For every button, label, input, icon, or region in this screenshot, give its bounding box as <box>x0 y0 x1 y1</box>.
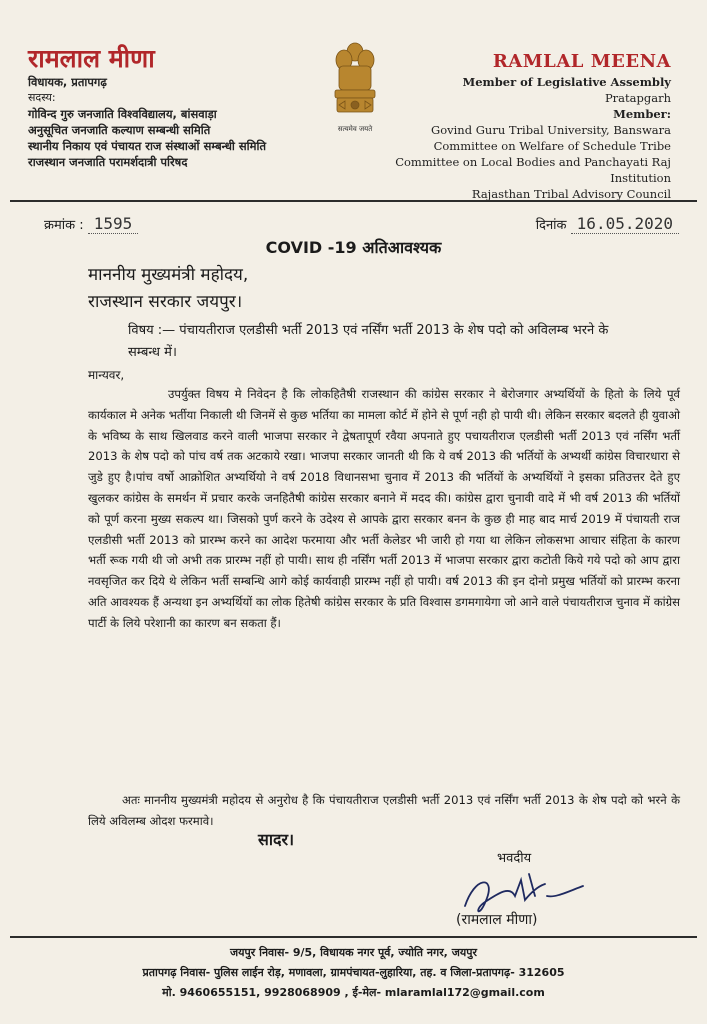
body-paragraph: उपर्युक्त विषय मे निवेदन है कि लोकहितैषी राजस्थान की कांग्रेस सरकार ने बेरोजगार अभ्यर्थियों के हितो के लिये पूर्व कार्यकाल मे अनेक भर्तीया निकाली थी जिनमें से कुछ भर्तिया का मामला कोर्ट में होने से पूर्ण नही हो पायी थी। लेकिन सरकार बदलते ही युवाओ के भविष्य के साथ खिलवाड करने वाली भाजपा सरकार ने द्वेषतापूर्ण रवैया अपनाते हुए पचायतीराज एलडीसी भर्ती 2013 एवं नर्सिंग भर्ती 2013 के शेष पदो को पांच वर्ष तक अटकाये रखा। भाजपा सरकार जानती थी कि ये वर्ष 2013 की भर्तियों के अभ्यर्थी कांग्रेस विचारधारा से जुडे हुए है।पांच वर्षो आक्रोशित अभ्यर्थियो ने वर्ष 2018 विधानसभा चुनाव में 2013 की भर्तियों के अभ्यर्थियों ने इसका प्रतिउत्तर देते हुए खुलकर कांग्रेस के समर्थन में प्रचार करके जनहितैषी कांग्रेस सरकार बनाने में मदद की। कांग्रेस द्वारा चुनावी वादे में भी वर्ष 2013 की भर्तियों को पूर्ण करना मुख्य सकल्प था। जिसको पुर्ण करने के उदेश्य से आपके द्वारा सरकार बनन के कुछ ही माह बाद मार्च 2019 में पंचायती राज एलडीसी भर्ती 2013 को प्रारम्भ करने का आदेश फरमाया और भर्ती केलेडर भी जारी हो गया था लेकिन लोकसभा आचार संहिता के कारण भर्ती रूक गयी थी जो अभी तक प्रारम्भ नहीं हो पायी। साथ ही नर्सिंग भर्ती 2013 में भाजपा सरकार द्वारा कटोती किये गये पदो को आप द्वारा नवसृजित कर दिये थे लेकिन भर्ती सम्बन्धि आगे कोई कार्यवाही प्रारम्भ नहीं हो पायी। वर्ष 2013 की इन दोनो प्रमुख भर्तियों को प्रारम्भ करना अति आवश्यक हैं अन्यथा इन अभ्यर्थियों का लोक हितेषी कांग्रेस सरकार के प्रति विश्वास डगमगायेगा जो आने वाले पंचायतीराज चुनाव में कांग्रेस पार्टी के लिये परेशानी का कारण बन सकता हैं। <box>88 387 680 630</box>
subject-line: विषय :— पंचायतीराज एलडीसी भर्ती 2013 एवं नर्सिंग भर्ती 2013 के शेष पदो को अविलम्ब भरने के सम्बन्ध में। <box>128 323 609 360</box>
footer-address <box>0 943 707 1003</box>
addressee <box>88 262 248 316</box>
membership-english: Committee on Local Bodies and Panchayati Raj Institution <box>395 155 671 185</box>
membership-hindi: राजस्थान जनजाति परामर्शदात्री परिषद <box>28 155 188 169</box>
membership-hindi: अनुसूचित जनजाति कल्याण सम्बन्धी समिति <box>28 123 211 137</box>
urgent-heading: COVID -19 अतिआवश्यक <box>265 238 442 257</box>
addressee-line: माननीय मुख्यमंत्री महोदय, <box>88 265 249 285</box>
membership-english: Rajasthan Tribal Advisory Council <box>471 187 671 201</box>
closing: सादर। <box>258 830 295 849</box>
reference-label: क्रमांक : <box>44 218 84 233</box>
mla-name-english: RAMLAL MEENA <box>492 51 671 72</box>
member-label-english: Member: <box>613 107 671 121</box>
date-label: दिनांक <box>535 218 567 233</box>
member-label-hindi: सदस्य: <box>28 91 56 104</box>
salutation: मान्यवर, <box>88 368 125 382</box>
emblem-caption: सत्यमेव जयते <box>337 125 373 133</box>
footer-line: प्रतापगढ़ निवास- पुलिस लाईन रोड़, मणावला, ग्रामपंचायत-लुहारिया, तह. व जिला-प्रतापगढ़- 312605 <box>142 966 565 979</box>
request-paragraph: अतः माननीय मुख्यमंत्री महोदय से अनुरोध है कि पंचायतीराज एलडीसी भर्ती 2013 एवं नर्सिंग भर्ती 2013 के शेष पदो को भरने के लिये अविलम्ब ओदश फरमावे। <box>88 793 680 828</box>
mla-title-english: Member of Legislative Assembly <box>462 75 671 89</box>
membership-hindi: गोविन्द गुरु जनजाति विश्वविद्यालय, बांसवाड़ा <box>28 107 217 121</box>
membership-hindi: स्थानीय निकाय एवं पंचायत राज संस्थाओं सम्बन्धी समिति <box>28 139 267 153</box>
membership-english: Govind Guru Tribal University, Banswara <box>431 123 671 137</box>
footer-divider <box>10 936 697 938</box>
signatory-name: (रामलाल मीणा) <box>456 912 538 928</box>
letterhead-hindi <box>28 44 358 170</box>
footer-line: जयपुर निवास- 9/5, विधायक नगर पूर्व, ज्योति नगर, जयपुर <box>229 946 477 959</box>
footer-contact: मो. 9460655151, 9928068909 , ई-मेल- mlaramlal172@gmail.com <box>162 986 545 999</box>
letter-date <box>536 214 679 233</box>
addressee-line: राजस्थान सरकार जयपुर। <box>88 292 243 312</box>
reference-number <box>44 214 138 233</box>
membership-english: Committee on Welfare of Schedule Tribe <box>433 139 671 153</box>
mla-name-hindi: रामलाल मीणा <box>28 44 155 73</box>
reference-value: 1595 <box>88 214 139 234</box>
letterhead-divider <box>10 200 697 202</box>
mla-place-english: Pratapgarh <box>604 91 671 105</box>
date-value: 16.05.2020 <box>571 214 679 234</box>
yours-faithfully: भवदीय <box>497 851 532 866</box>
letterhead-english <box>341 50 671 202</box>
handwritten-signature <box>455 866 595 916</box>
mla-title-hindi: विधायक, प्रतापगढ़ <box>28 75 107 89</box>
